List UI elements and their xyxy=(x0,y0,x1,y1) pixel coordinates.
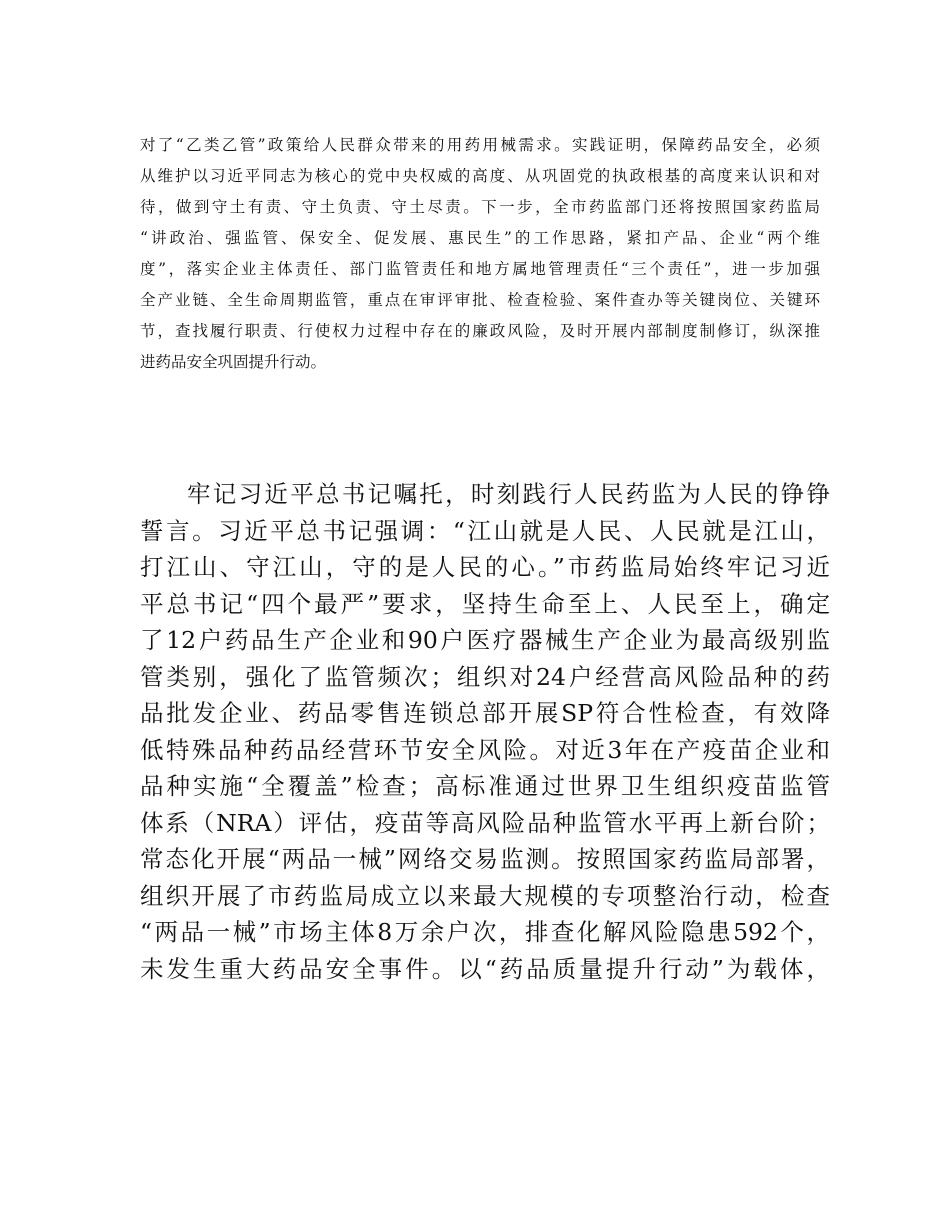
paragraph-1-line-6: 全产业链、全生命周期监管，重点在审评审批、检查检验、案件查办等关键岗位、关键环 xyxy=(140,291,820,309)
paragraph-2-line-5: 了12户药品生产企业和90户医疗器械生产企业为最高级别监 xyxy=(140,626,830,654)
paragraph-2-line-11: 常态化开展“两品一械”网络交易监测。按照国家药监局部署， xyxy=(140,845,830,873)
paragraph-1 xyxy=(140,130,820,378)
paragraph-1-line-5: 度”，落实企业主体责任、部门监管责任和地方属地管理责任“三个责任”，进一步加强 xyxy=(140,260,820,278)
paragraph-1-line-7: 节，查找履行职责、行使权力过程中存在的廉政风险，及时开展内部制度制修订，纵深推 xyxy=(140,322,820,340)
paragraph-2-line-2: 誓言。习近平总书记强调：“江山就是人民、人民就是江山， xyxy=(140,516,830,545)
paragraph-1-line-4: “讲政治、强监管、保安全、促发展、惠民生”的工作思路，紧扣产品、企业“两个维 xyxy=(140,229,820,247)
paragraph-2-line-1: 牢记习近平总书记嘱托，时刻践行人民药监为人民的铮铮 xyxy=(187,480,830,508)
paragraph-2-line-12: 组织开展了市药监局成立以来最大规模的专项整治行动，检查 xyxy=(140,881,830,910)
paragraph-2-line-10: 体系（NRA）评估，疫苗等高风险品种监管水平再上新台阶； xyxy=(140,808,830,837)
paragraph-2 xyxy=(140,476,830,987)
paragraph-1-line-2: 从维护以习近平同志为核心的党中央权威的高度、从巩固党的执政根基的高度来认识和对 xyxy=(140,167,820,185)
paragraph-2-line-6: 管类别，强化了监管频次；组织对24户经营高风险品种的药 xyxy=(140,662,830,691)
paragraph-2-line-3: 打江山、守江山，守的是人民的心。”市药监局始终牢记习近 xyxy=(140,553,830,581)
paragraph-2-line-8: 低特殊品种药品经营环节安全风险。对近3年在产疫苗企业和 xyxy=(140,735,830,764)
paragraph-1-line-8: 进药品安全巩固提升行动。 xyxy=(140,353,327,371)
paragraph-1-line-3: 待，做到守土有责、守土负责、守土尽责。下一步，全市药监部门还将按照国家药监局 xyxy=(140,198,820,216)
paragraph-2-line-9: 品种实施“全覆盖”检查；高标准通过世界卫生组织疫苗监管 xyxy=(140,772,830,800)
paragraph-2-line-7: 品批发企业、药品零售连锁总部开展SP符合性检查，有效降 xyxy=(140,699,830,727)
paragraph-1-line-1: 对了“乙类乙管”政策给人民群众带来的用药用械需求。实践证明，保障药品安全，必须 xyxy=(140,136,820,154)
paragraph-2-line-13: “两品一械”市场主体8万余户次，排查化解风险隐患592个， xyxy=(140,918,830,946)
paragraph-2-line-4: 平总书记“四个最严”要求，坚持生命至上、人民至上，确定 xyxy=(140,589,830,618)
paragraph-2-line-14: 未发生重大药品安全事件。以“药品质量提升行动”为载体， xyxy=(140,954,830,983)
